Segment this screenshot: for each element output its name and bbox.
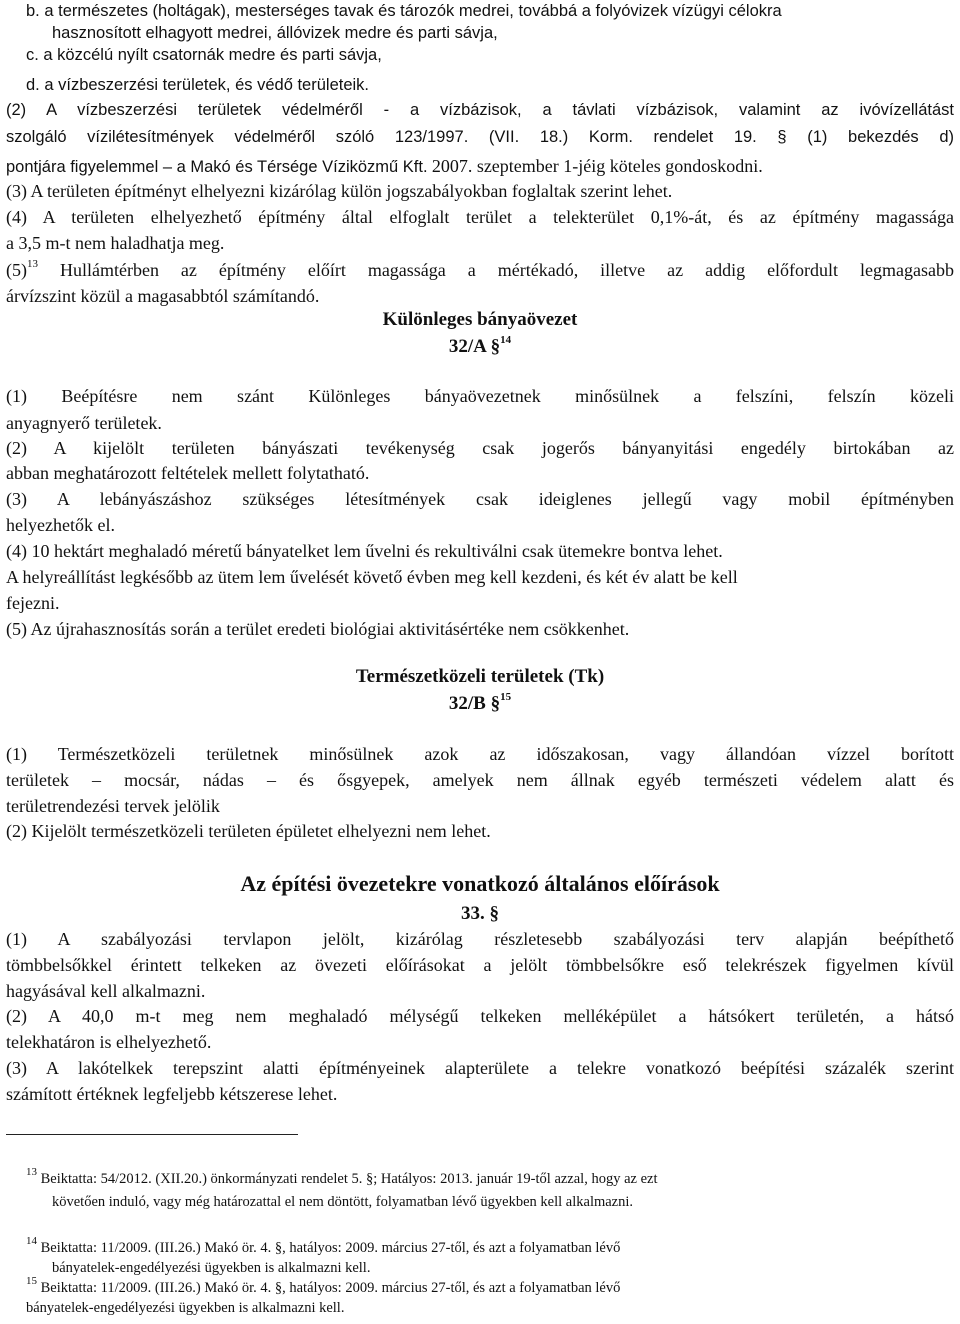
paragraph-3: (3) A területen építményt elhelyezni kizárólag külön jogszabályokban foglaltak szerint lehet. [6, 181, 673, 201]
footnote-13-line2: követően induló, vagy még határozattal el nem döntött, folyamatban lévő ügyekben kell alkalmazni. [52, 1194, 634, 1210]
footnote-ref-14: 14 [500, 333, 512, 346]
footnote-13-number: 13 [26, 1166, 37, 1179]
footnote-15-line2: bányatelek-engedélyezési ügyekben is alkalmazni kell. [26, 1300, 345, 1316]
paragraph-2-line1: (2) A vízbeszerzési területek védelméről - a vízbázisok, a távlati vízbázisok, valamint az ivóvízellátást [6, 101, 954, 119]
sec-b-p2: (2) Kijelölt természetközeli területen épületet elhelyezni nem lehet. [6, 821, 491, 841]
footnote-13-text: Beiktatta: 54/2012. (XII.20.) önkormányzati rendelet 5. §; Hatályos: 2013. január 19-től azzal, hogy az ezt [40, 1171, 658, 1187]
sec-a-p1-l2: anyagnyerő területek. [6, 413, 162, 433]
paragraph-5-text: Hullámtérben az építmény előírt magassága a mértékadó, illetve az addig előfordult legmagasabb [38, 260, 954, 280]
sec-b-p1-l2: területek – mocsár, nádas – és ősgyepek, amelyek nem állnak egyéb természeti védelem alatt és [6, 770, 954, 790]
footnote-ref-13: 13 [27, 258, 38, 270]
paragraph-5-line1 [6, 259, 954, 281]
footnote-15-number: 15 [26, 1275, 37, 1288]
paragraph-2-line3-a: pontjára figyelemmel – a Makó és Térsége Víziközmű Kft. [6, 158, 428, 176]
sec-a-p2-l2: abban meghatározott feltételek mellett folytatható. [6, 463, 370, 483]
footnote-15-line1 [26, 1275, 621, 1297]
sec-b-p1-l1: (1) Természetközeli területnek minősülnek azok az időszakosan, vagy állandóan vízzel borított [6, 744, 954, 764]
sec-a-p4-l2: A helyreállítást legkésőbb az ütem lem űvelését követő évben meg kell kezdeni, és két év alatt be kell [6, 567, 738, 587]
footnote-14-line2: bányatelek-engedélyezési ügyekben is alkalmazni kell. [52, 1260, 371, 1276]
section-33-number: 33. § [461, 903, 499, 924]
section-32b-number-text: 32/B § [448, 693, 501, 714]
section-32b-number [0, 690, 960, 715]
sec-a-p1-l1: (1) Beépítésre nem szánt Különleges bányaövezetnek minősülnek a felszíni, felszín közeli [6, 386, 954, 406]
sec-c-p1-l1: (1) A szabályozási tervlapon jelölt, kizárólag részletesebb szabályozási terv alapján beépíthető [6, 929, 954, 949]
list-item-c: c. a közcélú nyílt csatornák medre és parti sávja, [26, 46, 382, 64]
footnote-14-number: 14 [26, 1235, 37, 1248]
paragraph-2-line3 [6, 155, 954, 178]
footnote-separator [6, 1134, 298, 1135]
paragraph-5-line2: árvízszint közül a magasabbtól számítandó. [6, 286, 320, 306]
sec-c-p2-l2: telekhatáron is elhelyezhető. [6, 1032, 212, 1052]
sec-c-p1-l2: tömbbelsőkkel érintett telkeken az övezeti előírásokat a jelölt tömbbelsőkre eső telekrészek figyelmen kívül [6, 955, 954, 975]
sec-c-p3-l1: (3) A lakótelkek terepszint alatti építményeinek alapterülete a telekre vonatkozó beépítési százalék szerint [6, 1058, 954, 1078]
sec-c-p1-l3: hagyásával kell alkalmazni. [6, 981, 206, 1001]
paragraph-2-line3-b: 2007. szeptember 1-jéig köteles gondoskodni. [431, 156, 763, 176]
footnote-13-line1 [26, 1166, 658, 1188]
sec-c-p2-l1: (2) A 40,0 m-t meg nem meghaladó mélységű telkeken melléképület a hátsókert területén, a hátsó [6, 1006, 954, 1026]
section-32a-number-text: 32/A § [448, 336, 501, 357]
sec-c-p3-l2: számított értéknek legfeljebb kétszerese lehet. [6, 1084, 338, 1104]
footnote-14-line1 [26, 1235, 621, 1257]
paragraph-5-num: (5) [6, 260, 27, 280]
paragraph-2-line2: szolgáló vízilétesítmények védelméről szóló 123/1997. (VII. 18.) Korm. rendelet 19. § (1) bekezdés d) [6, 128, 954, 146]
footnote-15-text: Beiktatta: 11/2009. (III.26.) Makó ör. 4. §, hatályos: 2009. március 27-től, és azt a folyamatban lévő [40, 1280, 621, 1296]
paragraph-4-line2: a 3,5 m-t nem haladhatja meg. [6, 233, 225, 253]
sec-a-p5: (5) Az újrahasznosítás során a terület eredeti biológiai aktivitásértéke nem csökkenhet. [6, 619, 630, 639]
footnote-14-text: Beiktatta: 11/2009. (III.26.) Makó ör. 4. §, hatályos: 2009. március 27-től, és azt a folyamatban lévő [40, 1240, 621, 1256]
sec-a-p2-l1: (2) A kijelölt területen bányászati tevékenység csak jogerős bányanyitási engedély birtokában az [6, 438, 954, 458]
sec-a-p3-l1: (3) A lebányászáshoz szükséges létesítmények csak ideiglenes jellegű vagy mobil építményben [6, 489, 954, 509]
sec-a-p4-l3: fejezni. [6, 593, 60, 613]
list-item-b-cont: hasznosított elhagyott medrei, állóvizek medre és parti sávja, [52, 24, 498, 42]
section-33-heading: Az építési övezetekre vonatkozó általános előírások [240, 871, 720, 896]
section-32a-heading: Különleges bányaövezet [382, 309, 578, 330]
section-32b-heading: Természetközeli területek (Tk) [355, 666, 605, 687]
sec-a-p3-l2: helyezhetők el. [6, 515, 115, 535]
sec-a-p4-l1: (4) 10 hektárt meghaladó méretű bányatelket lem űvelni és rekultiválni csak ütemekre bontva lehet. [6, 541, 723, 561]
footnote-ref-15: 15 [500, 690, 512, 703]
list-item-d: d. a vízbeszerzési területek, és védő területeik. [26, 76, 370, 94]
sec-b-p1-l3: területrendezési tervek jelölik [6, 796, 220, 816]
list-item-b: b. a természetes (holtágak), mesterséges tavak és tározók medrei, továbbá a folyóvizek vízügyi célokra [26, 2, 782, 20]
paragraph-4-line1: (4) A területen elhelyezhető építmény által elfoglalt terület a telekterület 0,1%-át, és az építmény magassága [6, 207, 954, 227]
section-32a-number [0, 333, 960, 358]
